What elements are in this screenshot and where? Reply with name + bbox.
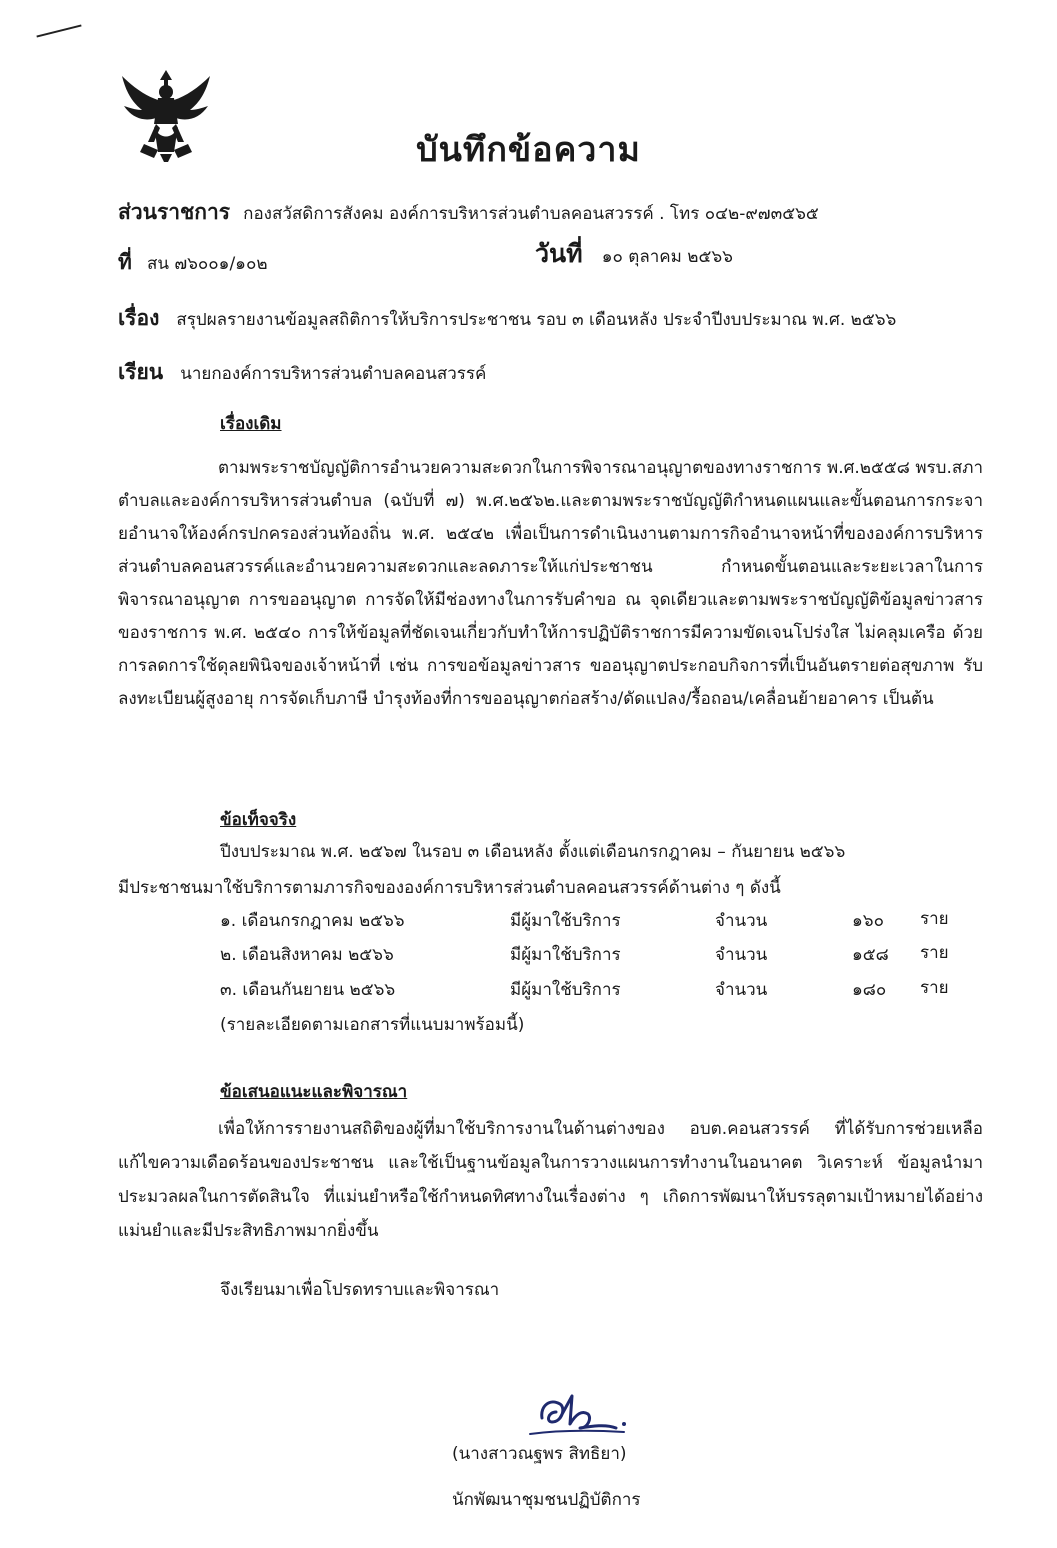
table-cell-service: มีผู้มาใช้บริการ [510, 911, 621, 931]
facts-heading: ข้อเท็จจริง [220, 810, 297, 830]
table-cell-count: ๑๘๐ [852, 980, 887, 1000]
addressee-row [118, 356, 486, 389]
table-cell-count: ๑๖๐ [852, 911, 884, 931]
table-cell-count-label: จำนวน [715, 980, 768, 1000]
document-title: บันทึกข้อความ [416, 130, 641, 170]
facts-line-1: ปีงบประมาณ พ.ศ. ๒๕๖๗ ในรอบ ๓ เดือนหลัง ตั้งแต่เดือนกรกฎาคม – กันยายน ๒๕๖๖ [220, 842, 846, 862]
subject-row [118, 302, 896, 335]
signature-scribble-icon [520, 1388, 630, 1444]
signatory-position: นักพัฒนาชุมชนปฏิบัติการ [452, 1490, 641, 1510]
recommendation-paragraph: เพื่อให้การรายงานสถิติของผู้ที่มาใช้บริการงานในด้านต่างของ อบต.คอนสวรรค์ ที่ได้รับการช่วยเหลือแก้ไขความเดือดร้อนของประชาชน และใช้เป็นฐานข้อมูลในการวางแผนการทำงานในอนาคต วิเคราะห์ ข้อมูลนำมาประมวลผลในการตัดสินใจ ที่แม่นยำหรือใช้กำหนดทิศทางในเรื่องต่าง ๆ เกิดการพัฒนาให้บรรลุตามเป้าหมายได้อย่างแม่นยำและมีประสิทธิภาพมากยิ่งขึ้น [118, 1119, 983, 1241]
addressee-label: เรียน [118, 360, 164, 384]
table-cell-unit: ราย [920, 943, 949, 963]
agency-value: กองสวัสดิการสังคม องค์การบริหารส่วนตำบลคอนสวรรค์ . โทร ๐๔๒-๙๗๓๕๖๕ [243, 204, 819, 224]
reference-row [118, 246, 268, 279]
table-cell-count: ๑๕๘ [852, 945, 889, 965]
table-cell-month: ๓. เดือนกันยายน ๒๕๖๖ [220, 980, 396, 1000]
table-cell-month: ๒. เดือนสิงหาคม ๒๕๖๖ [220, 945, 394, 965]
background-heading: เรื่องเดิม [220, 414, 282, 434]
agency-label: ส่วนราชการ [118, 200, 231, 224]
date-label: วันที่ [535, 239, 583, 268]
table-cell-service: มีผู้มาใช้บริการ [510, 980, 621, 1000]
table-cell-unit: ราย [920, 978, 949, 998]
addressee-value: นายกองค์การบริหารส่วนตำบลคอนสวรรค์ [180, 364, 487, 384]
date-value: ๑๐ ตุลาคม ๒๕๖๖ [601, 247, 733, 267]
date-row [535, 234, 733, 274]
table-cell-count-label: จำนวน [715, 911, 768, 931]
closing-line: จึงเรียนมาเพื่อโปรดทราบและพิจารณา [220, 1280, 500, 1300]
table-cell-service: มีผู้มาใช้บริการ [510, 945, 621, 965]
pen-mark [36, 24, 81, 37]
facts-note: (รายละเอียดตามเอกสารที่แนบมาพร้อมนี้) [220, 1015, 525, 1035]
facts-line-2: มีประชาชนมาใช้บริการตามภารกิจขององค์การบริหารส่วนตำบลคอนสวรรค์ด้านต่าง ๆ ดังนี้ [118, 878, 781, 898]
background-paragraph: ตามพระราชบัญญัติการอำนวยความสะดวกในการพิจารณาอนุญาตของทางราชการ พ.ศ.๒๕๕๘ พรบ.สภาตำบลและองค์การบริหารส่วนตำบล (ฉบับที่ ๗) พ.ศ.๒๕๖๒.และตามพระราชบัญญัติกำหนดแผนและขั้นตอนการกระจายอำนาจให้องค์กรปกครองส่วนท้องถิ่น พ.ศ. ๒๕๔๒ เพื่อเป็นการดำเนินงานตามการกิจอำนาจหน้าที่ขององค์การบริหารส่วนตำบลคอนสวรรค์และอำนวยความสะดวกและลดภาระให้แก่ประชาชน กำหนดขั้นตอนและระยะเวลาในการพิจารณาอนุญาต การขออนุญาต การจัดให้มีช่องทางในการรับคำขอ ณ จุดเดียวและตามพระราชบัญญัติข้อมูลข่าวสารของราชการ พ.ศ. ๒๕๔๐ การให้ข้อมูลที่ชัดเจนเกี่ยวกับทำให้การปฏิบัติราชการมีความขัดเจนโปร่งใส ไม่คลุมเครือ ด้วยการลดการใช้ดุลยพินิจของเจ้าหน้าที่ เช่น การขอข้อมูลข่าวสาร ขออนุญาตประกอบกิจการที่เป็นอันตรายต่อสุขภาพ รับลงทะเบียนผู้สูงอายุ การจัดเก็บภาษี บำรุงท้องที่การขออนุญาตก่อสร้าง/ดัดแปลง/รื้อถอน/เคลื่อนย้ายอาคาร เป็นต้น [118, 458, 983, 709]
signatory-name: (นางสาวณฐพร สิทธิยา) [452, 1444, 627, 1464]
table-cell-unit: ราย [920, 909, 949, 929]
recommendation-heading: ข้อเสนอแนะและพิจารณา [220, 1082, 408, 1102]
table-cell-count-label: จำนวน [715, 945, 768, 965]
reference-value: สน ๗๖๐๐๑/๑๐๒ [146, 254, 268, 274]
subject-label: เรื่อง [118, 306, 160, 330]
subject-value: สรุปผลรายงานข้อมูลสถิติการให้บริการประชาชน รอบ ๓ เดือนหลัง ประจำปีงบประมาณ พ.ศ. ๒๕๖๖ [176, 310, 897, 330]
reference-label: ที่ [118, 250, 132, 274]
table-cell-month: ๑. เดือนกรกฎาคม ๒๕๖๖ [220, 911, 405, 931]
agency-row [118, 196, 819, 229]
